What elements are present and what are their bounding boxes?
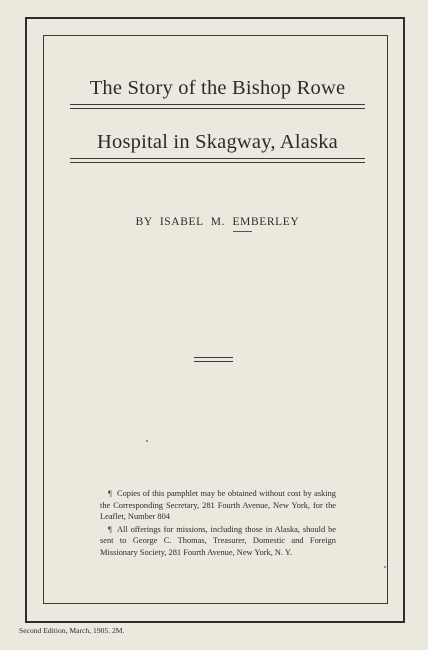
pilcrow-mark: ¶	[108, 524, 112, 534]
title-rule-2	[70, 158, 365, 163]
title-rule-1	[70, 104, 365, 109]
author-byline: BY ISABEL M. EMBERLEY	[135, 216, 300, 228]
edition-note: Second Edition, March, 1905. 2M.	[19, 626, 125, 635]
ink-speck	[384, 566, 386, 568]
notice-text-offerings: All offerings for missions, including those in Alaska, should be sent to George C. Thomas, Treasurer, Domestic and Foreign Missionary Society, 281 Fourth Avenue, New York, N. Y.	[100, 524, 336, 557]
notice-text-copies: Copies of this pamphlet may be obtained without cost by asking the Corresponding Secretary, 281 Fourth Avenue, New York, for the Leaflet, Number 804	[100, 489, 336, 522]
notice-paragraph-offerings	[100, 524, 336, 559]
author-underline-mark	[233, 231, 252, 232]
distribution-notice	[100, 488, 336, 560]
ink-speck	[146, 440, 148, 442]
notice-paragraph-copies	[100, 488, 336, 523]
center-ornament-rule	[194, 357, 233, 362]
title-line-2: Hospital in Skagway, Alaska	[97, 131, 338, 153]
title-line-1: The Story of the Bishop Rowe	[89, 77, 346, 99]
pilcrow-mark: ¶	[108, 489, 112, 498]
